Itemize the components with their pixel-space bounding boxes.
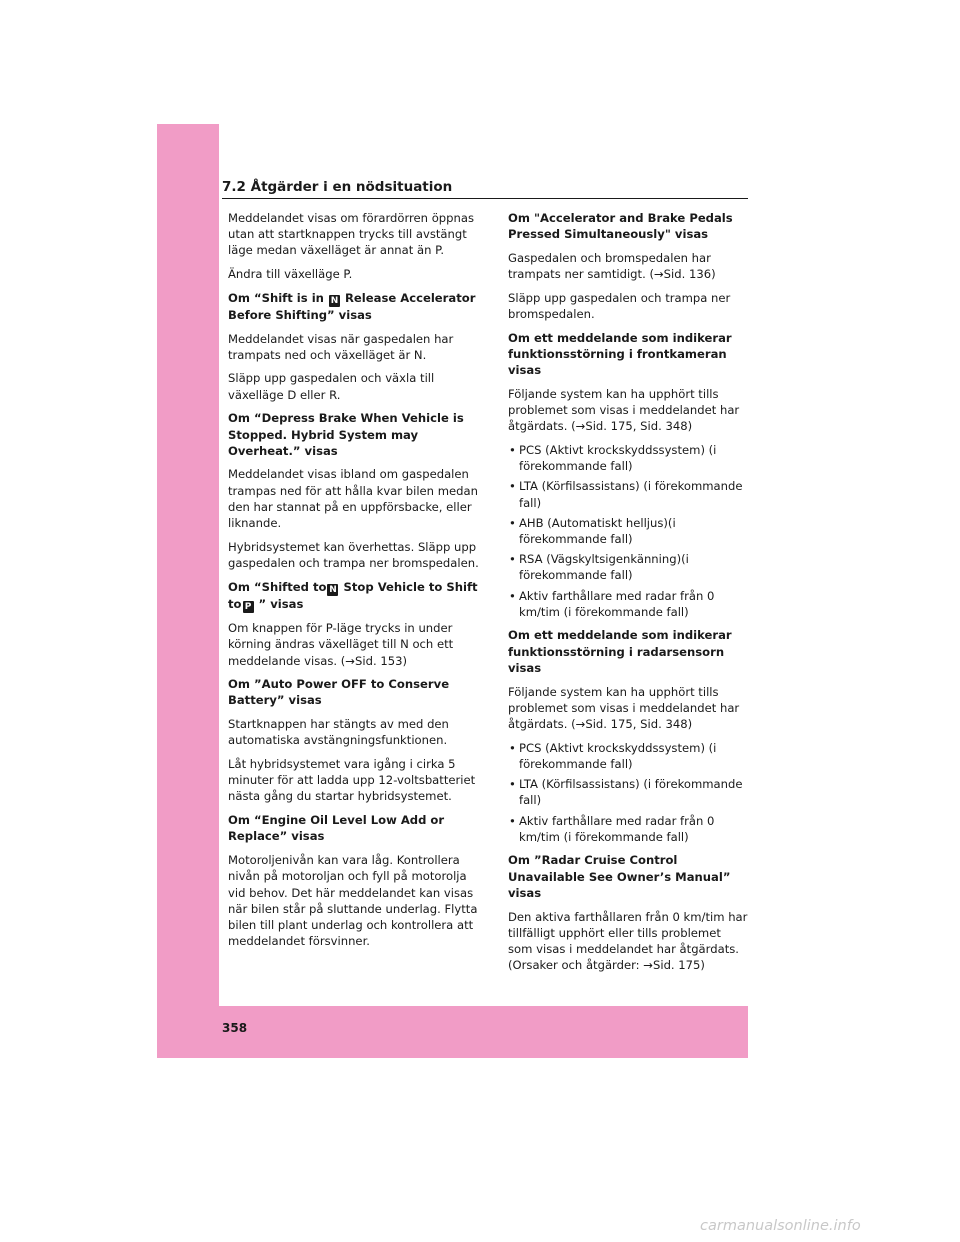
paragraph: Släpp upp gaspedalen och trampa ner bromspedalen.	[508, 290, 731, 322]
list-item: • RSA (Vägskyltsigenkänning)(i förekommande fall)	[508, 551, 748, 583]
paragraph: Släpp upp gaspedalen och växla till växelläge D eller R.	[228, 371, 435, 402]
gear-n-indicator-icon: N	[330, 295, 339, 306]
paragraph: Låt hybridsystemet vara igång i cirka 5 minuter för att ladda upp 12-voltsbatteriet nästa gång du startar hybridsystemet.	[228, 757, 476, 804]
subheading: Om "Accelerator and Brake Pedals Pressed Simultaneously" visas	[508, 211, 733, 242]
left-column	[228, 210, 486, 957]
watermark-text: carmanualsonline.info	[700, 1218, 861, 1234]
paragraph: Meddelandet visas om förardörren öppnas utan att startknappen trycks till avstängt läge medan växelläget är annat än P.	[228, 211, 475, 258]
gear-p-indicator-icon: P	[243, 601, 254, 613]
list-item: • PCS (Aktivt krockskyddssystem) (i förekommande fall)	[508, 442, 748, 474]
section-title: 7.2 Åtgärder i en nödsituation	[222, 179, 748, 199]
list-item: • PCS (Aktivt krockskyddssystem) (i förekommande fall)	[508, 740, 748, 772]
right-column	[508, 210, 748, 981]
paragraph: Meddelandet visas ibland om gaspedalen trampas ned för att hålla kvar bilen medan den har stannat på en uppförsbacke, eller liknande.	[228, 467, 478, 531]
system-list-camera	[508, 442, 748, 620]
list-item: • Aktiv farthållare med radar från 0 km/tim (i förekommande fall)	[508, 588, 748, 620]
system-list-radar	[508, 740, 748, 845]
subheading: Om ett meddelande som indikerar funktionsstörning i radarsensorn visas	[508, 628, 732, 675]
list-item: • LTA (Körfilsassistans) (i förekommande fall)	[508, 478, 748, 510]
subheading: Om “Depress Brake When Vehicle is Stopped. Hybrid System may Overheat.” visas	[228, 411, 464, 458]
paragraph: Om knappen för P-läge trycks in under körning ändras växelläget till N och ett meddelande visas. (→Sid. 153)	[228, 621, 454, 668]
subheading: Om ett meddelande som indikerar funktionsstörning i frontkameran visas	[508, 330, 732, 378]
subheading: Om ”Auto Power OFF to Conserve Battery” visas	[228, 677, 450, 708]
list-item: • AHB (Automatiskt helljus)(i förekommande fall)	[508, 515, 748, 547]
paragraph: Den aktiva farthållaren från 0 km/tim har tillfälligt upphört eller tills problemet som visas i meddelandet har åtgärdats. (Orsaker och åtgärder: →Sid. 175)	[508, 909, 748, 973]
list-item: • LTA (Körfilsassistans) (i förekommande fall)	[508, 776, 748, 808]
subheading: Om “Shift is in N Release Accelerator Before Shifting” visas	[228, 290, 476, 322]
side-tab-strip	[157, 124, 219, 1058]
paragraph: Ändra till växelläge P.	[228, 267, 353, 282]
page-number: 358	[222, 1021, 248, 1035]
paragraph: Startknappen har stängts av med den automatiska avstängningsfunktionen.	[228, 717, 449, 748]
paragraph: Motoroljenivån kan vara låg. Kontrollera nivån på motoroljan och fyll på motorolja vid behov. Det här meddelandet kan visas när bilen står på sluttande underlag. Flytta bilen till plant underlag och kontrollera att meddelandet försvinner.	[228, 853, 478, 949]
gear-n-indicator-icon: N	[329, 584, 337, 595]
paragraph: Hybridsystemet kan överhettas. Släpp upp gaspedalen och trampa ner bromspedalen.	[228, 539, 479, 570]
subheading: Om “Engine Oil Level Low Add or Replace” visas	[228, 813, 445, 844]
subheading: Om “Shifted to N Stop Vehicle to Shift to P ” visas	[228, 579, 478, 612]
subheading: Om ”Radar Cruise Control Unavailable See Owner’s Manual” visas	[508, 853, 731, 900]
list-item: • Aktiv farthållare med radar från 0 km/tim (i förekommande fall)	[508, 813, 748, 845]
paragraph: Följande system kan ha upphört tills problemet som visas i meddelandet har åtgärdats. (→Sid. 175, Sid. 348)	[508, 386, 740, 434]
paragraph: Följande system kan ha upphört tills problemet som visas i meddelandet har åtgärdats. (→Sid. 175, Sid. 348)	[508, 684, 740, 731]
paragraph: Gaspedalen och bromspedalen har trampats ner samtidigt. (→Sid. 136)	[508, 250, 716, 282]
paragraph: Meddelandet visas när gaspedalen har trampats ned och växelläget är N.	[228, 331, 454, 362]
